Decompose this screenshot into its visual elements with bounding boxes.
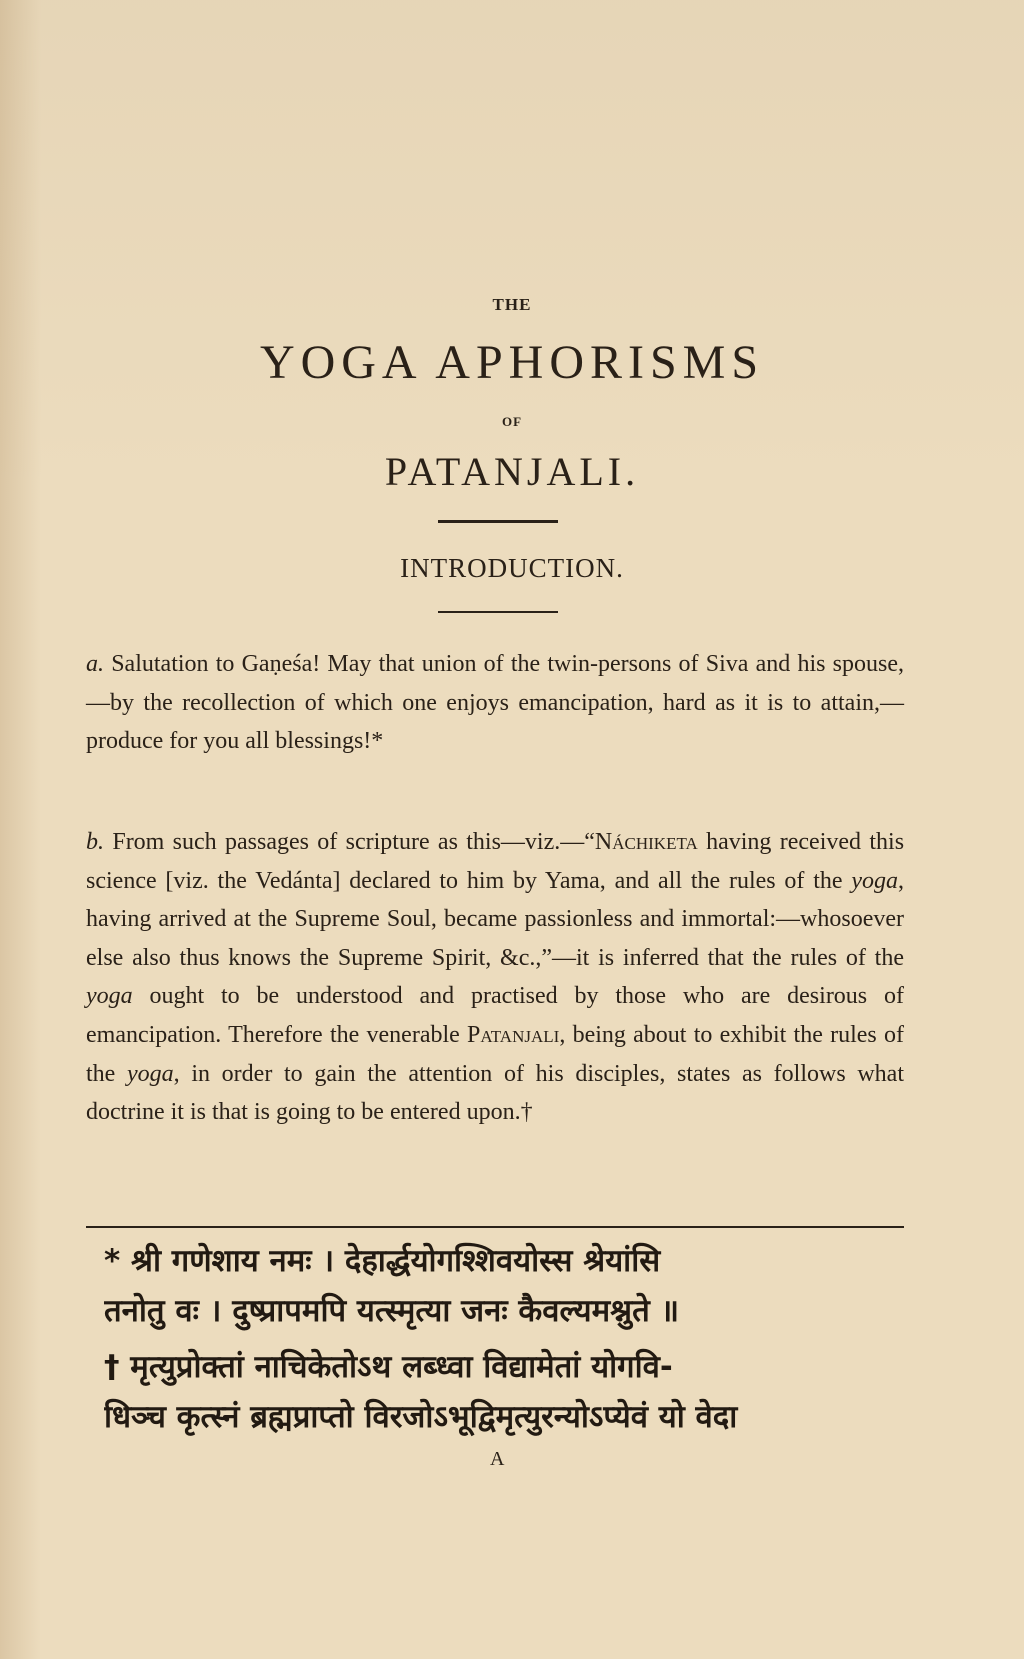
term-yoga-3: yoga bbox=[127, 1060, 174, 1087]
paragraph-b-text-4: ought to be understood and practised by those who are desirous of emancipation. Therefore the venerable bbox=[86, 983, 904, 1048]
title-of: OF bbox=[501, 414, 523, 429]
name-nachiketa: Náchiketa bbox=[594, 829, 698, 855]
term-yoga-1: yoga bbox=[851, 867, 898, 894]
section-heading: INTRODUCTION. bbox=[400, 553, 624, 583]
paragraph-b-label: b. bbox=[86, 829, 104, 855]
paragraph-b-text-3: , having arrived at the Supreme Soul, became passionless and immortal:—whosoever else also thus knows the Supreme Spirit, &c.,”—it is inferred that the rules of the bbox=[86, 867, 904, 971]
term-yoga-2: yoga bbox=[86, 983, 133, 1010]
paragraph-b bbox=[86, 823, 904, 1132]
footnote-sanskrit-line-2: तनोतु वः । दुष्प्रापमपि यत्स्मृत्या जनः कैवल्यमश्नुते ॥ bbox=[104, 1293, 680, 1329]
paragraph-a-label: a. bbox=[86, 651, 104, 677]
footnote-divider bbox=[86, 1226, 904, 1228]
section-divider bbox=[438, 611, 558, 613]
paragraph-b-text-5: , being about to exhibit the rules of the bbox=[86, 1021, 905, 1087]
footnote-sanskrit-line-1: * श्री गणेशाय नमः । देहार्द्धयोगश्शिवयोस्स श्रेयांसि bbox=[104, 1243, 661, 1279]
footnote-sanskrit-line-4: धिञ्च कृत्स्नं ब्रह्मप्राप्तो विरजोऽभूद्विमृत्युरन्योऽप्येवं यो वेदा bbox=[104, 1399, 738, 1435]
paragraph-b-text-6: , in order to gain the attention of his disciples, states as follows what doctrine it is that is going to be entered upon.† bbox=[86, 1060, 904, 1126]
page-title: YOGA APHORISMS bbox=[259, 336, 765, 389]
name-patanjali: Patanjali bbox=[467, 1021, 560, 1048]
author-name: PATANJALI. bbox=[384, 449, 640, 494]
paragraph-a bbox=[86, 645, 904, 761]
footnote-sanskrit-line-3: † मृत्युप्रोक्तां नाचिकेतोऽथ लब्ध्वा विद्यामेतां योगवि- bbox=[104, 1349, 673, 1385]
title-the: THE bbox=[492, 295, 532, 314]
title-divider bbox=[438, 520, 558, 523]
paragraph-b-text-1: From such passages of scripture as this—viz.—“ bbox=[112, 829, 595, 855]
paragraph-a-text: Salutation to Gaṇeśa! May that union of the twin-persons of Siva and his spouse,—by the recollection of which one enjoys emancipation, hard as it is to attain,—produce for you all blessings!* bbox=[86, 651, 904, 755]
paragraph-b-text-2: having received this science [viz. the Vedánta] declared to him by Yama, and all the rules of the bbox=[86, 829, 905, 894]
signature-mark: A bbox=[490, 1448, 505, 1470]
